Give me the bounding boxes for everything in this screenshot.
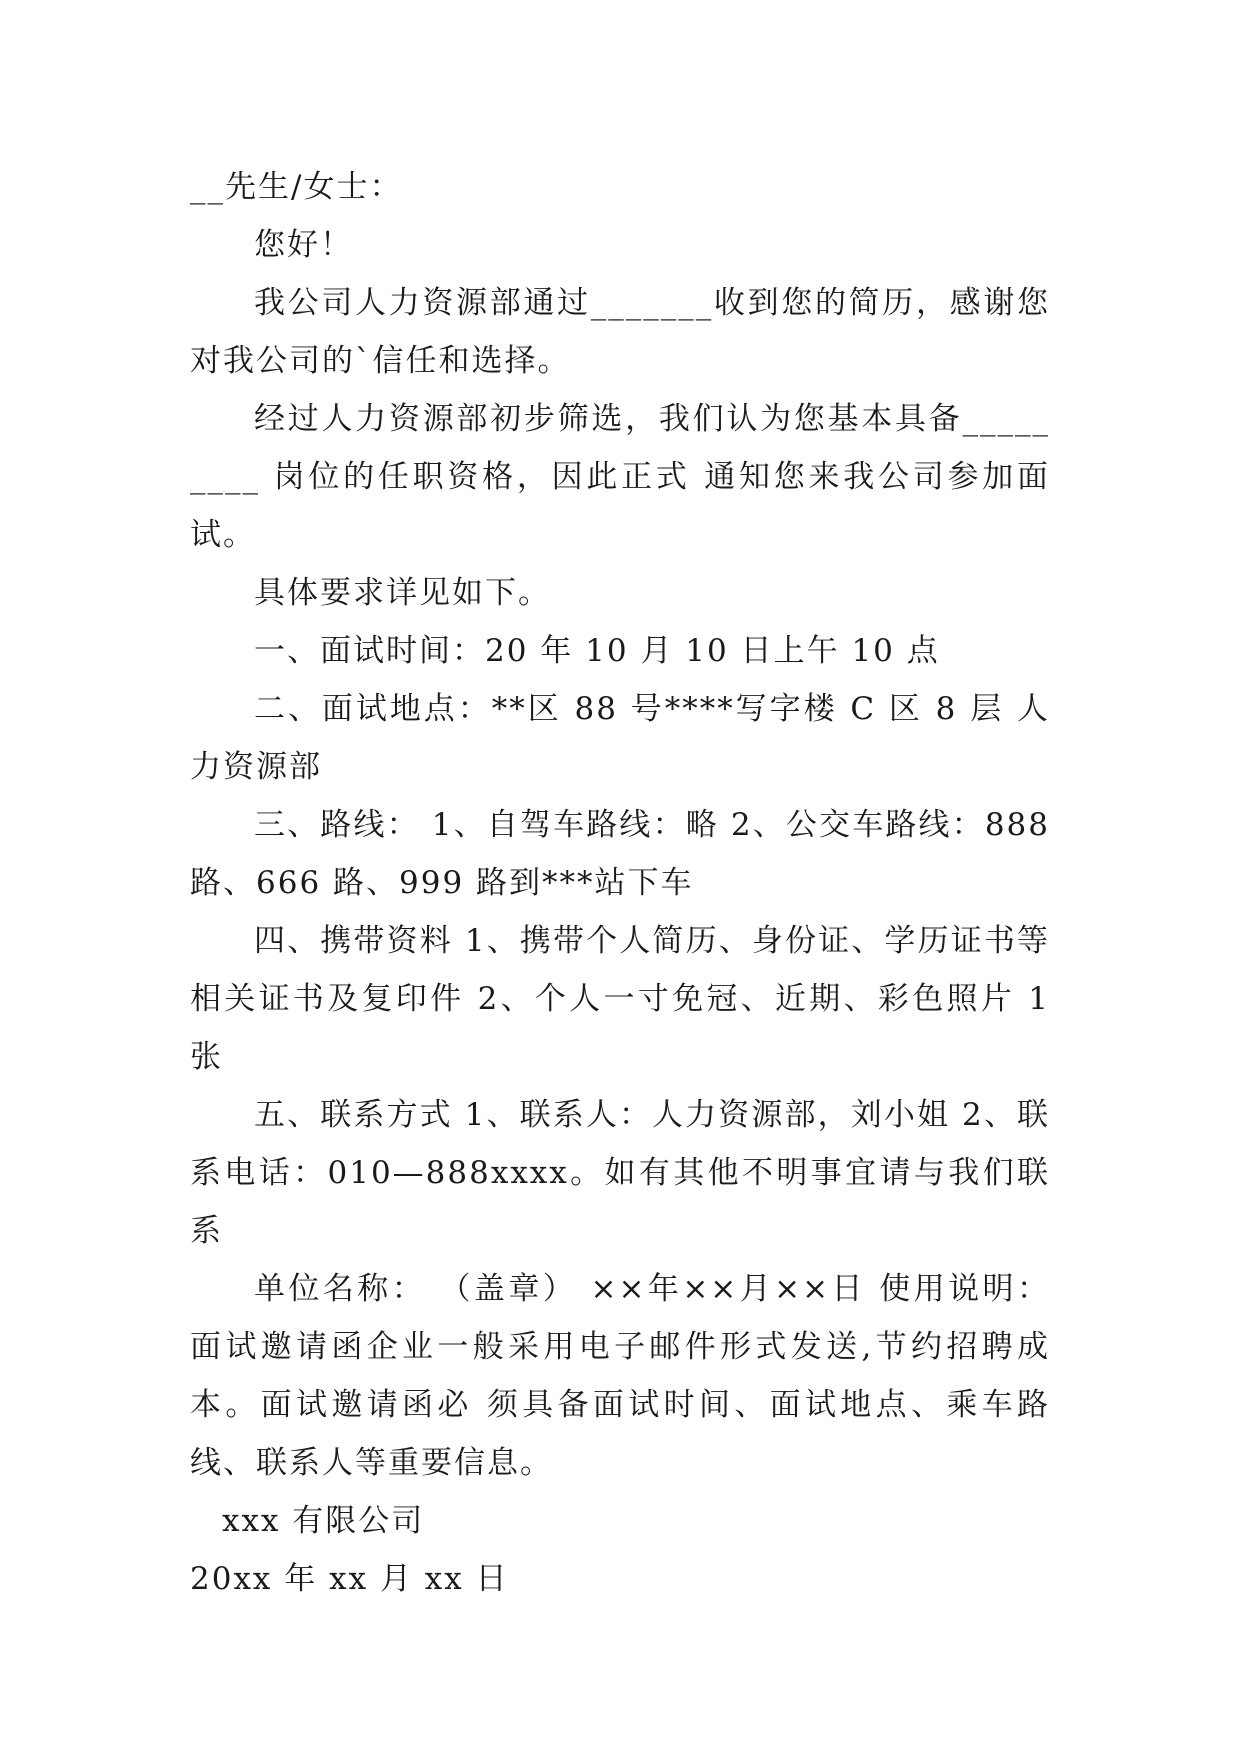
paragraph-materials: 四、携带资料 1、携带个人简历、身份证、学历证书等相关证书及复印件 2、个人一寸免冠、近期、彩色照片 1 张 (190, 923, 1050, 1075)
letter-date: 20xx 年 xx 月 xx 日 (190, 1561, 509, 1597)
paragraph-interview-location: 二、面试地点：**区 88 号****写字楼 C 区 8 层 人力资源部 (190, 691, 1050, 785)
paragraph-requirements-intro: 具体要求详见如下。 (254, 575, 551, 611)
greeting: 您好！ (254, 227, 353, 263)
paragraph-interview-time: 一、面试时间：20 年 10 月 10 日上午 10 点 (254, 633, 940, 669)
paragraph-resume-received: 我公司人力资源部通过_______收到您的简历，感谢您对我公司的`信任和选择。 (190, 285, 1050, 379)
paragraph-usage-notes: 单位名称： （盖章） ××年××月××日 使用说明：面试邀请函企业一般采用电子邮件形式发送,节约招聘成本。面试邀请函必 须具备面试时间、面试地点、乘车路线、联系人等重要信息。 (190, 1271, 1050, 1481)
paragraph-route: 三、路线： 1、自驾车路线：略 2、公交车路线：888 路、666 路、999 路到***站下车 (190, 807, 1050, 901)
paragraph-interview-notice: 经过人力资源部初步筛选，我们认为您基本具备_________ 岗位的任职资格，因此正式 通知您来我公司参加面试。 (190, 401, 1050, 553)
company-name: xxx 有限公司 (222, 1503, 425, 1539)
paragraph-contact: 五、联系方式 1、联系人：人力资源部，刘小姐 2、联系电话：010—888xxxx。如有其他不明事宜请与我们联系 (190, 1097, 1050, 1249)
salutation: __先生/女士： (190, 169, 403, 205)
letter-body (190, 158, 1050, 1608)
